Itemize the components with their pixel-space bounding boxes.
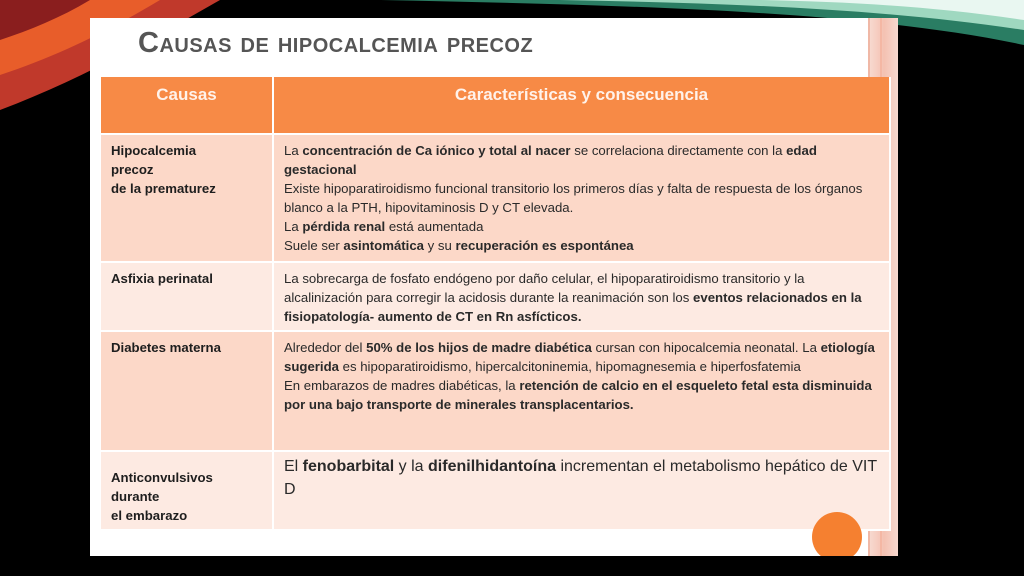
table-header-row	[101, 77, 890, 134]
bold-text: eventos relacionados en la fisiopatología- aumento de CT en Rn asfícticos.	[284, 290, 862, 324]
bold-text: pérdida renal	[302, 219, 386, 234]
description-line	[284, 236, 881, 255]
text-segment: El	[284, 458, 303, 475]
cause-cell	[101, 262, 273, 331]
bold-text: recuperación es espontánea	[455, 238, 634, 253]
cause-text: Anticonvulsivos	[111, 470, 213, 485]
bold-text: 50% de los hijos de madre diabética	[366, 340, 592, 355]
text-segment: está aumentada	[385, 219, 484, 234]
bold-text: edad gestacional	[284, 143, 817, 177]
cause-text: el embarazo	[111, 508, 188, 523]
text-segment: incrementan el metabolismo hepático de VIT D	[284, 458, 877, 498]
text-segment: La	[284, 219, 303, 234]
table-row	[101, 134, 890, 262]
text-segment: Suele ser	[284, 238, 344, 253]
table-row	[101, 451, 890, 530]
text-segment: y la	[394, 458, 429, 475]
description-line	[284, 217, 881, 236]
text-segment: Alrededor del	[284, 340, 367, 355]
text-segment: Existe hipoparatiroidismo funcional transitorio los primeros días y falta de respuesta de los órganos blanco a la PTH, hipovitaminosis D y CT elevada.	[284, 181, 863, 215]
description-line	[284, 179, 881, 217]
cause-text: de la prematurez	[111, 181, 216, 196]
causes-table	[101, 77, 891, 531]
cause-text: Diabetes materna	[111, 340, 221, 355]
bold-text: etiología sugerida	[284, 340, 875, 374]
bold-text: concentración de Ca iónico y total al nacer	[302, 143, 571, 158]
header-causas: Causas	[101, 77, 273, 134]
text-segment: y su	[424, 238, 456, 253]
description-line	[284, 338, 881, 376]
bold-text: difenilhidantoína	[428, 458, 557, 475]
cause-cell	[101, 451, 273, 530]
cause-cell	[101, 331, 273, 451]
description-cell	[273, 331, 890, 451]
header-caracteristicas: Características y consecuencia	[273, 77, 890, 134]
slide-content	[90, 18, 898, 556]
bold-text: fenobarbital	[302, 458, 395, 475]
cause-text: Asfixia perinatal	[111, 271, 213, 286]
description-cell	[273, 451, 890, 530]
description-line	[284, 269, 881, 326]
text-segment: En embarazos de madres diabéticas, la	[284, 378, 520, 393]
table-row	[101, 262, 890, 331]
decorative-circle	[812, 512, 862, 556]
cause-cell	[101, 134, 273, 262]
text-segment: se correlaciona directamente con la	[570, 143, 787, 158]
description-line	[284, 455, 881, 501]
description-cell	[273, 134, 890, 262]
text-segment: La	[284, 143, 303, 158]
cause-text: durante	[111, 489, 160, 504]
description-cell	[273, 262, 890, 331]
text-segment: La sobrecarga de fosfato endógeno por daño celular, el hipoparatiroidismo transitorio y la alcalinización para corregir la acidosis durante la reanimación son los	[284, 271, 805, 305]
text-segment: cursan con hipocalcemia neonatal. La	[591, 340, 821, 355]
bold-text: retención de calcio en el esqueleto fetal esta disminuida por una bajo transporte de minerales transplacentarios.	[284, 378, 872, 412]
description-line	[284, 376, 881, 414]
cause-text: Hipocalcemia	[111, 143, 197, 158]
table-row	[101, 331, 890, 451]
text-segment: es hipoparatiroidismo, hipercalcitoninemia, hipomagnesemia e hiperfosfatemia	[338, 359, 801, 374]
table-body	[101, 134, 890, 530]
bold-text: asintomática	[343, 238, 425, 253]
description-line	[284, 141, 881, 179]
cause-text: precoz	[111, 162, 154, 177]
slide-title: Causas de hipocalcemia precoz	[138, 27, 534, 59]
